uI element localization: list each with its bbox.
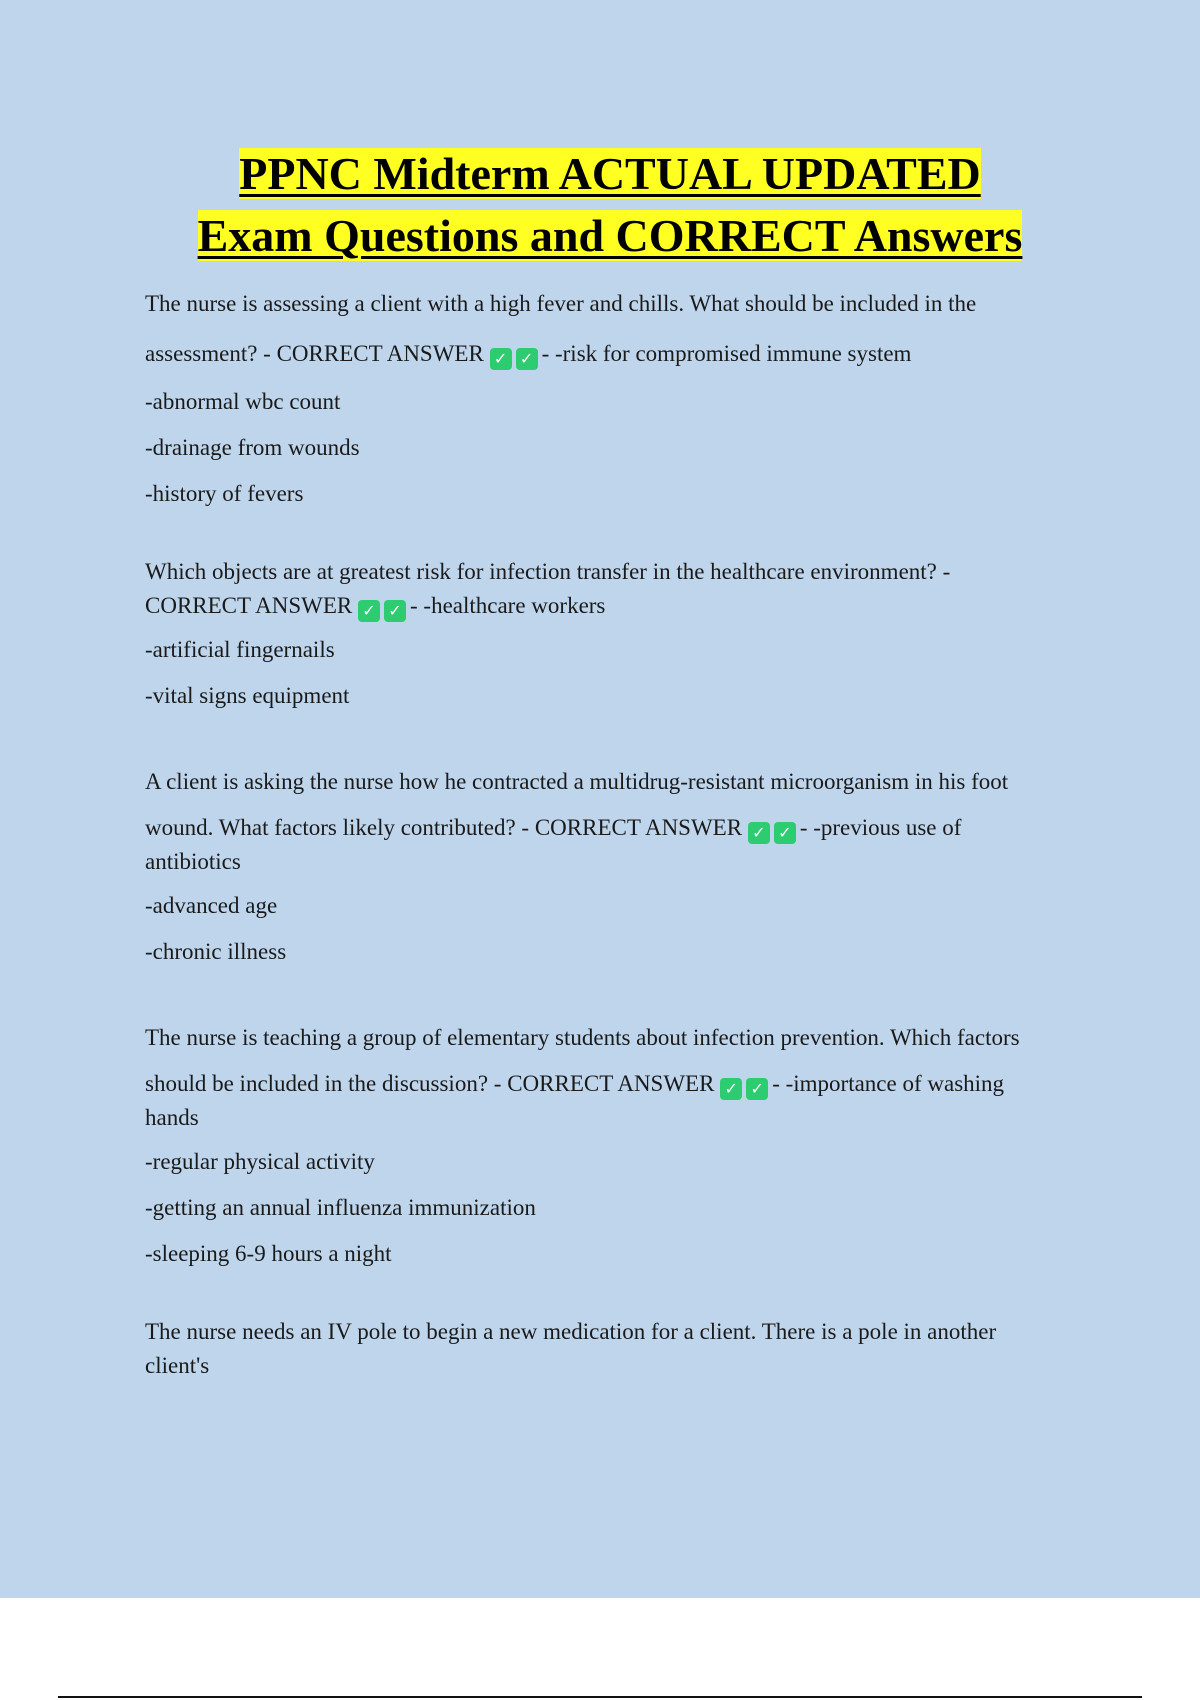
title-line-1: PPNC Midterm ACTUAL UPDATED (239, 148, 981, 199)
footer-divider (58, 1696, 1142, 1698)
question-text-cont: should be included in the discussion? - CORRECT ANSWER ✓ ✓ - -importance of washing hands (145, 1071, 1005, 1130)
qa-block-4 (145, 1013, 1075, 1277)
document-title (145, 143, 1075, 267)
answer-item: -history of fevers (145, 481, 304, 506)
answer-item: -artificial fingernails (145, 637, 335, 662)
qa-block-3 (145, 757, 1075, 975)
checkmark-icon: ✓ (774, 822, 796, 844)
answer-text: - -healthcare workers (410, 593, 606, 618)
question-text: The nurse is teaching a group of elementary students about infection prevention. Which factors (145, 1025, 1020, 1050)
checkmark-icon: ✓ (358, 600, 380, 622)
answer-item: -regular physical activity (145, 1149, 375, 1174)
checkmark-icon: ✓ (720, 1078, 742, 1100)
answer-text: - -previous use of (799, 815, 962, 840)
question-text-cont: wound. What factors likely contributed? - CORRECT ANSWER ✓ ✓ - -previous use of antibiotics (145, 815, 962, 874)
answer-item: -abnormal wbc count (145, 389, 341, 414)
answer-text-cont: antibiotics (145, 849, 241, 874)
checkmark-icon: ✓ (746, 1078, 768, 1100)
title-line-2: Exam Questions and CORRECT Answers (197, 210, 1023, 261)
answer-text: - -importance of washing (772, 1071, 1005, 1096)
checkmark-icon: ✓ (748, 822, 770, 844)
answer-text-cont: hands (145, 1105, 199, 1130)
answer-item: -vital signs equipment (145, 683, 350, 708)
qa-block-2 (145, 555, 1075, 719)
answer-text: - -risk for compromised immune system (541, 341, 912, 366)
question-text: A client is asking the nurse how he contracted a multidrug-resistant microorganism in his foot (145, 769, 1009, 794)
answer-item: -getting an annual influenza immunization (145, 1195, 536, 1220)
checkmark-icon: ✓ (516, 348, 538, 370)
answer-item: -drainage from wounds (145, 435, 360, 460)
answer-item: -sleeping 6-9 hours a night (145, 1241, 392, 1266)
answer-item: -advanced age (145, 893, 278, 918)
question-text: Which objects are at greatest risk for infection transfer in the healthcare environment? - CORRECT ANSWER ✓ ✓ - -healthcare workers (145, 559, 951, 620)
checkmark-icon: ✓ (384, 600, 406, 622)
qa-block-1 (145, 279, 1075, 517)
qa-block-5 (145, 1315, 1075, 1383)
checkmark-icon: ✓ (490, 348, 512, 370)
question-text: The nurse needs an IV pole to begin a new medication for a client. There is a pole in another client's (145, 1319, 997, 1378)
question-text: The nurse is assessing a client with a high fever and chills. What should be included in the assessment? - CORRECT ANSWER ✓ ✓ - -risk for compromised immune system (145, 291, 977, 368)
answer-item: -chronic illness (145, 939, 287, 964)
document-content (145, 143, 1075, 1421)
